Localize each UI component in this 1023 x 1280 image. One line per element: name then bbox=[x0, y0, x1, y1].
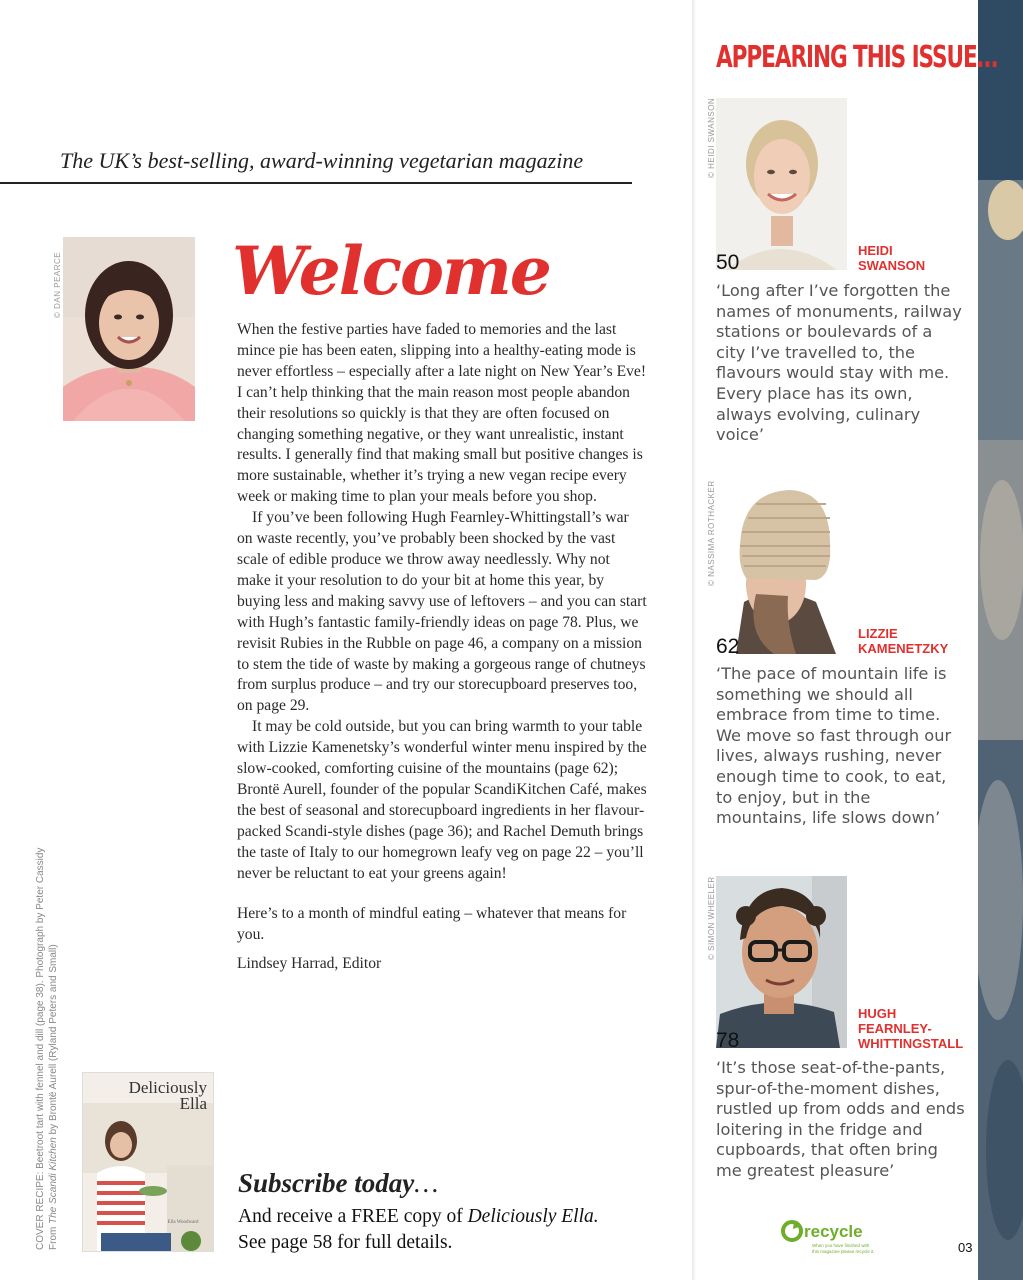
editor-photo bbox=[63, 237, 195, 421]
contributor-name: HEIDI SWANSON bbox=[858, 243, 926, 273]
subscribe-offer: And receive a FREE copy of Deliciously Ella. bbox=[238, 1206, 599, 1227]
appearing-heading: APPEARING THIS ISSUE… bbox=[716, 40, 998, 75]
contributor-name: LIZZIE KAMENETZKY bbox=[858, 626, 949, 656]
contributor-quote: ‘Long after I’ve forgotten the names of monuments, railway stations or boulevards of a city I’ve travelled to, the flavours would stay with me. Every place has its own, always evolving, culinary voice’ bbox=[716, 281, 962, 445]
editor-letter bbox=[237, 320, 647, 975]
photo-credit: © NASSIMA ROTHACKER bbox=[707, 480, 716, 586]
recycle-note: When you have finished with bbox=[812, 1243, 870, 1248]
contributor-name: HUGH FEARNLEY- WHITTINGSTALL bbox=[858, 1006, 964, 1051]
letter-paragraph: It may be cold outside, but you can bring warmth to your table with Lizzie Kamenetsky’s wonderful winter menu inspired by the slow-cooked, comforting cuisine of the mountains (page 62); Brontë Aurell, founder of the popular ScandiKitchen Café, makes the best of seasonal and storecupboard ingredients in her flavour-packed Scandi-style dishes (page 36); and Rachel Demuth brings the taste of Italy to our homegrown leafy veg on page 22 – you’ll never be reluctant to eat your greens again! bbox=[237, 718, 647, 882]
magazine-tagline: The UK’s best-selling, award-winning vegetarian magazine bbox=[60, 148, 584, 173]
contributor-page: 78 bbox=[716, 1029, 740, 1052]
book-title: Deliciously bbox=[128, 1078, 207, 1097]
cover-credit-line: From The Scandi Kitchen by Brontë Aurell (Ryland Peters and Small) bbox=[48, 944, 59, 1250]
recycle-note: this magazine please recycle it. bbox=[812, 1249, 875, 1254]
editor-photo-credit: © DAN PEARCE bbox=[53, 251, 62, 318]
contributor-photo-lizzie bbox=[716, 484, 847, 654]
contributor-photo-heidi bbox=[716, 98, 847, 270]
letter-paragraph: If you’ve been following Hugh Fearnley-Whittingstall’s war on waste recently, you’ve probably been shocked by the vast scale of edible produce we throw away needlessly. Why not make it your resolution to do your bit at home this year, by buying less and making savvy use of leftovers – and you can start with Hugh’s fantastic family-friendly ideas on page 78. Plus, we revisit Rubies in the Rubble on page 46, a company on a mission to stem the tide of waste by making a gorgeous range of chutneys from surplus produce – and try our storecupboard preserves too, on page 29. bbox=[237, 509, 647, 715]
recycle-logo bbox=[780, 1218, 890, 1263]
book-title: Ella bbox=[179, 1094, 207, 1113]
book-author: Ella Woodward bbox=[167, 1220, 199, 1225]
column-divider bbox=[692, 0, 696, 1280]
contributor-quote: ‘The pace of mountain life is something we should all embrace from time to time. We move so fast through our lives, always rushing, never enough time to cook, to eat, to enjoy, but in the mountains, life slows down’ bbox=[716, 664, 952, 828]
contributor-page: 50 bbox=[716, 251, 740, 274]
photo-credit: © HEIDI SWANSON bbox=[707, 97, 716, 178]
page-number: 03 bbox=[958, 1240, 973, 1255]
letter-paragraph: Here’s to a month of mindful eating – whatever that means for you. bbox=[237, 905, 627, 944]
letter-paragraph: When the festive parties have faded to memories and the last mince pie has been eaten, slipping into a healthy-eating mode is never effortless – especially after a late night on New Year’s Eve! I can’t help thinking that the main reason most people abandon their resolutions so quickly is that they are often focused on changing something negative, or they want unrealistic, instant results. I generally find that making small but positive changes is more sustainable, whether it’s trying a new vegan recipe every week or making time to plan your meals before you shop. bbox=[237, 321, 647, 506]
contributor-page: 62 bbox=[716, 635, 740, 658]
photo-credit: © SIMON WHEELER bbox=[707, 876, 716, 960]
welcome-title: Welcome bbox=[232, 232, 550, 310]
contributor-photo-hugh bbox=[716, 876, 847, 1048]
book-cover[interactable] bbox=[82, 1072, 214, 1252]
cover-credit bbox=[34, 848, 60, 1250]
masthead-rule bbox=[0, 182, 632, 184]
contributor-quote: ‘It’s those seat-of-the-pants, spur-of-the-moment dishes, rustled up from odds and ends loitering in the fridge and cupboards, that often bring me greatest pleasure’ bbox=[716, 1058, 965, 1180]
background-fabric bbox=[978, 0, 1023, 1280]
editor-signature: Lindsey Harrad, Editor bbox=[237, 955, 382, 973]
subscribe-heading[interactable]: Subscribe today… bbox=[238, 1168, 439, 1198]
subscribe-details: See page 58 for full details. bbox=[238, 1232, 453, 1253]
recycle-label: recycle bbox=[804, 1222, 863, 1241]
cover-credit-line: COVER RECIPE: Beetroot tart with fennel and dill (page 38). Photograph by Peter Cassidy bbox=[35, 847, 46, 1250]
